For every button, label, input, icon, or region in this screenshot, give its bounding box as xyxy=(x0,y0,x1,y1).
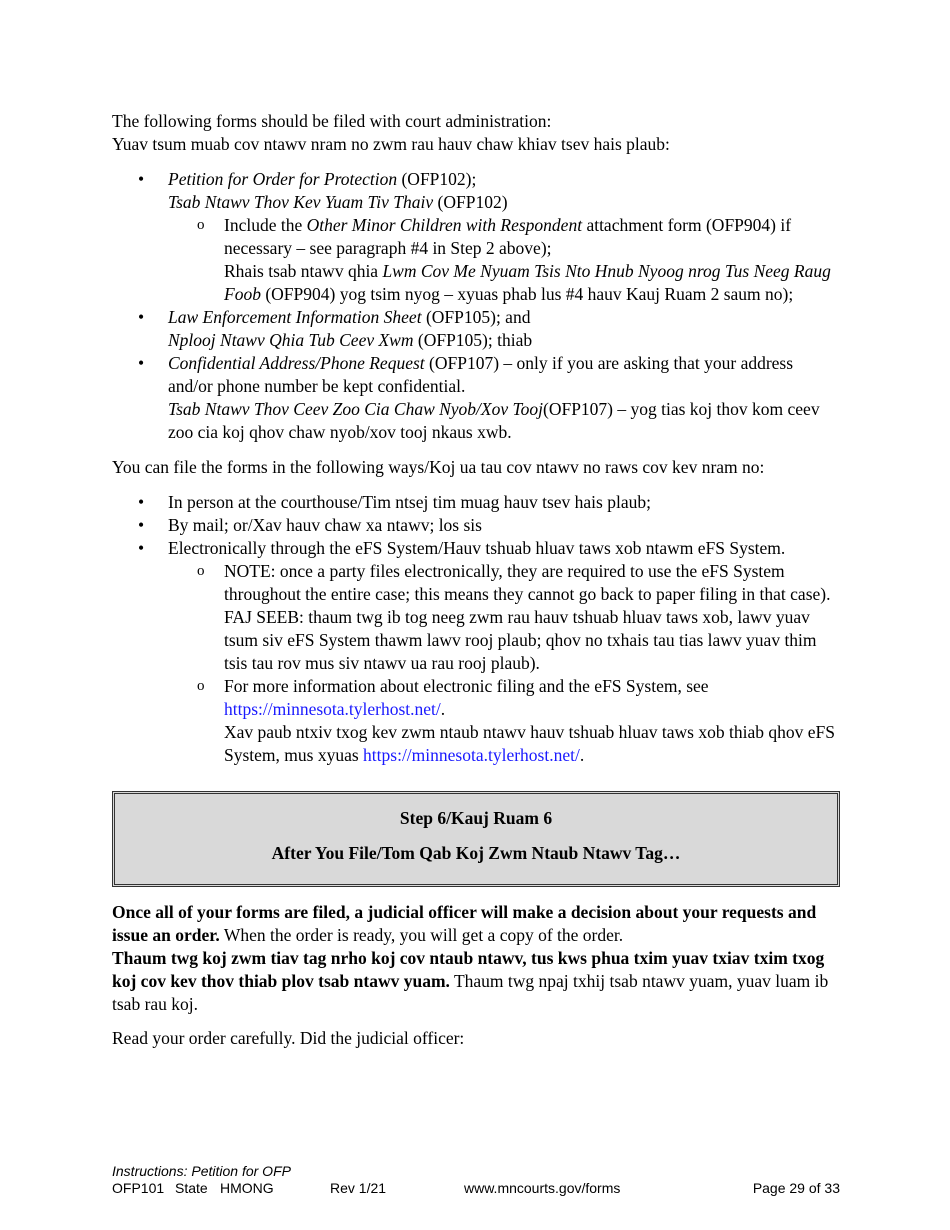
after-filing-en xyxy=(112,901,840,947)
info-text-en: For more information about electronic filing and the eFS System, see xyxy=(224,676,709,696)
law-code-hm: (OFP105); thiab xyxy=(413,330,533,350)
efs-link[interactable]: https://minnesota.tylerhost.net/ xyxy=(224,699,441,719)
footer-form-code: OFP101 xyxy=(112,1180,165,1196)
intro-line-en: The following forms should be filed with court administration: xyxy=(112,111,552,131)
petition-code-en: (OFP102); xyxy=(397,169,477,189)
electronic-text: • Electronically through the eFS System/Hauv tshuab hluav taws xob ntawm eFS System. xyxy=(168,538,786,558)
petition-title-hm: Tsab Ntawv Thov Kev Yuam Tiv Thaiv xyxy=(168,192,434,212)
list-item-law-enforcement xyxy=(112,306,840,352)
attachment-text-hm-a: Rhais tsab ntawv qhia xyxy=(224,261,383,281)
after-filing-bold-hm: Thaum twg koj zwm tiav tag nrho koj cov ntaub ntawv, tus kws phua txim yuav txiav txim txog koj cov kev thov thiab plov tsab ntawv yuam. xyxy=(112,948,825,991)
confidential-title-hm: Tsab Ntawv Thov Ceev Zoo Cia Chaw Nyob/Xov Tooj xyxy=(168,399,543,419)
attachment-text-en-b: attachment form (OFP904) if necessary – see paragraph #4 in Step 2 above); xyxy=(224,215,792,258)
read-order-text: Read your order carefully. Did the judicial officer: xyxy=(112,1028,465,1048)
step-subtitle: After You File/Tom Qab Koj Zwm Ntaub Ntawv Tag… xyxy=(271,843,681,863)
list-item-mail: • By mail; or/Xav hauv chaw xa ntawv; los sis xyxy=(112,514,840,537)
efs-link-hm[interactable]: https://minnesota.tylerhost.net/ xyxy=(363,745,580,765)
attachment-text-en-a: Include the xyxy=(224,215,307,235)
sublist-item-note xyxy=(168,560,840,675)
page-footer xyxy=(112,1163,840,1197)
attachment-title-en: Other Minor Children with Respondent xyxy=(306,215,583,235)
link-period-hm: . xyxy=(579,745,585,765)
link-period: . xyxy=(440,699,446,719)
intro-line-hm: Yuav tsum muab cov ntawv nram no zwm rau hauv chaw khiav tsev hais plaub: xyxy=(112,134,670,154)
confidential-title-en: Confidential Address/Phone Request xyxy=(168,353,425,373)
after-filing-hm xyxy=(112,947,840,1016)
confidential-text-hm: (OFP107) – yog tias koj thov kom ceev zoo cia koj qhov chaw nyob/xov tooj nkaus xwb. xyxy=(168,399,820,442)
forms-list xyxy=(112,168,840,444)
law-title-hm: Nplooj Ntawv Qhia Tub Ceev Xwm xyxy=(168,330,414,350)
law-code-en: (OFP105); and xyxy=(421,307,531,327)
confidential-text-en: (OFP107) – only if you are asking that your address and/or phone number be kept confidential. xyxy=(168,353,794,396)
attachment-text-hm-b: (OFP904) yog tsim nyog – xyuas phab lus #4 hauv Kauj Ruam 2 saum no); xyxy=(260,284,794,304)
footer-state: State xyxy=(175,1180,208,1196)
step-title: Step 6/Kauj Ruam 6 xyxy=(399,808,553,828)
attachment-title-hm: Lwm Cov Me Nyuam Tsis Nto Hnub Nyoog nrog Tus Neeg Raug Foob xyxy=(224,261,831,304)
footer-doc-title: Instructions: Petition for OFP xyxy=(112,1163,291,1179)
footer-page-number: Page 29 of 33 xyxy=(752,1180,840,1196)
page-content xyxy=(112,110,840,1050)
footer-language: HMONG xyxy=(220,1180,274,1196)
file-ways-intro: You can file the forms in the following ways/Koj ua tau cov ntawv no raws cov kev nram no: xyxy=(112,457,765,477)
list-item-confidential xyxy=(112,352,840,444)
footer-url[interactable]: www.mncourts.gov/forms xyxy=(464,1180,621,1196)
petition-sublist xyxy=(168,214,840,306)
list-item-in-person: • In person at the courthouse/Tim ntsej tim muag hauv tsev hais plaub; xyxy=(112,491,840,514)
step-header-box xyxy=(112,791,840,887)
info-text-hm: Xav paub ntxiv txog kev zwm ntaub ntawv hauv tshuab hluav taws xob thiab qhov eFS System, mus xyuas xyxy=(224,722,835,765)
after-filing-rest-en: When the order is ready, you will get a copy of the order. xyxy=(219,925,624,945)
list-item-electronic xyxy=(112,537,840,767)
footer-revision: Rev 1/21 xyxy=(330,1180,387,1196)
after-filing-rest-hm: Thaum twg npaj txhij tsab ntawv yuam, yuav luam ib tsab rau koj. xyxy=(112,971,829,1014)
file-ways-list xyxy=(112,491,840,767)
list-item-petition xyxy=(112,168,840,306)
sublist-item-attachment xyxy=(168,214,840,306)
law-title-en: Law Enforcement Information Sheet xyxy=(168,307,422,327)
sublist-item-more-info xyxy=(168,675,840,767)
petition-title-en: Petition for Order for Protection xyxy=(168,169,398,189)
note-text-en: o NOTE: once a party files electronically, they are required to use the eFS System throughout the entire case; this means they cannot go back to paper filing in that case). xyxy=(224,561,831,604)
note-text-hm: FAJ SEEB: thaum twg ib tog neeg zwm rau hauv tshuab hluav taws xob, lawv yuav tsum siv eFS System thawm lawv rooj plaub; qhov no txhais tau tias lawv yuav thim tsis tau rov mus siv ntawv ua rau rooj plaub). xyxy=(224,607,817,673)
after-filing-bold-en: Once all of your forms are filed, a judicial officer will make a decision about your requests and issue an order. xyxy=(112,902,817,945)
electronic-sublist xyxy=(168,560,840,767)
petition-code-hm: (OFP102) xyxy=(433,192,508,212)
